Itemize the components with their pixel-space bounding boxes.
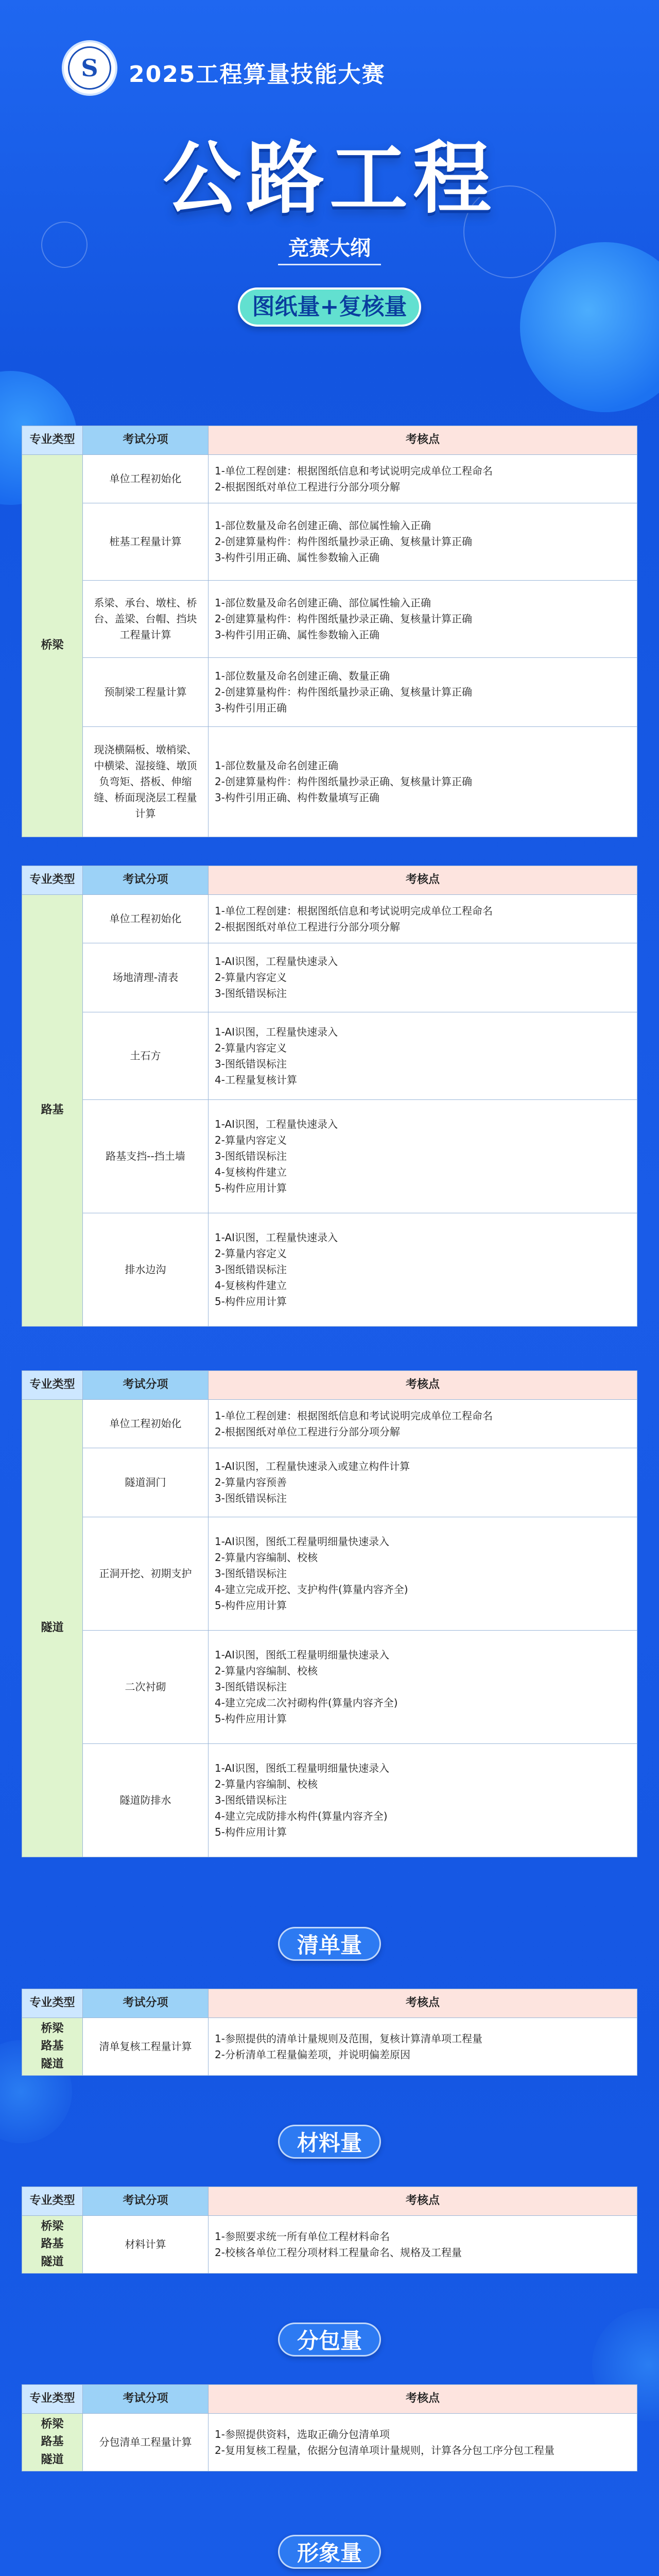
exam-points	[209, 503, 637, 581]
point-line: 2-分析清单工程量偏差项，并说明偏差原因	[215, 2048, 410, 2061]
point-line: 1-参照提供资料，选取正确分包清单项	[215, 2428, 390, 2441]
exam-item: 隧道防排水	[83, 1744, 209, 1857]
exam-points	[209, 2018, 637, 2076]
point-line: 2-算量内容预善	[215, 1476, 287, 1488]
outline-table-material	[22, 2187, 637, 2274]
point-line: 2-根据图纸对单位工程进行分部分项分解	[215, 1425, 400, 1438]
header-type: 专业类型	[22, 866, 83, 895]
table-row	[22, 727, 637, 837]
header-type: 专业类型	[22, 2187, 83, 2216]
section-title: 分包量	[278, 2323, 381, 2357]
exam-points	[209, 1631, 637, 1744]
point-line: 2-算量内容编制、校核	[215, 1778, 318, 1790]
header-points: 考核点	[209, 1989, 637, 2018]
exam-points	[209, 727, 637, 837]
section-title: 形象量	[278, 2535, 381, 2569]
point-line: 1-部位数量及命名创建正确、数量正确	[215, 670, 390, 682]
header-points: 考核点	[209, 426, 637, 455]
table-row	[22, 1517, 637, 1631]
point-line: 2-算量内容编制、校核	[215, 1665, 318, 1677]
major-type: 隧道	[22, 1400, 83, 1857]
point-line: 4-复核构件建立	[215, 1166, 287, 1178]
header-points: 考核点	[209, 866, 637, 895]
exam-item: 排水边沟	[83, 1213, 209, 1327]
point-line: 3-图纸错误标注	[215, 1150, 287, 1162]
point-line: 4-复核构件建立	[215, 1279, 287, 1292]
point-line: 2-算量内容定义	[215, 971, 287, 984]
exam-item: 材料计算	[83, 2216, 209, 2274]
point-line: 3-构件引用正确、构件数量填写正确	[215, 791, 379, 804]
table-row	[22, 943, 637, 1012]
point-line: 3-构件引用正确	[215, 702, 287, 714]
table-row	[22, 455, 637, 503]
point-line: 3-图纸错误标注	[215, 1794, 287, 1806]
point-line: 5-构件应用计算	[215, 1182, 287, 1194]
header-item: 考试分项	[83, 2187, 209, 2216]
point-line: 3-图纸错误标注	[215, 1492, 287, 1504]
point-line: 1-AI识图，工程量快速录入或建立构件计算	[215, 1460, 410, 1472]
logo-emblem: S	[68, 46, 111, 90]
point-line: 1-部位数量及命名创建正确	[215, 759, 338, 772]
point-line: 1-AI识图，图纸工程量明细量快速录入	[215, 1535, 390, 1548]
table-row	[22, 1400, 637, 1448]
table-row	[22, 503, 637, 581]
table-header-row	[22, 2187, 637, 2216]
major-type: 桥梁	[22, 455, 83, 837]
exam-item: 清单复核工程量计算	[83, 2018, 209, 2076]
table-row	[22, 1012, 637, 1100]
table-header-row	[22, 1371, 637, 1400]
exam-item: 单位工程初始化	[83, 455, 209, 503]
header-points: 考核点	[209, 2385, 637, 2414]
point-line: 2-创建算量构件：构件图纸量抄录正确、复核量计算正确	[215, 535, 472, 548]
exam-item: 二次衬砌	[83, 1631, 209, 1744]
section-title: 清单量	[278, 1927, 381, 1961]
point-line: 1-AI识图，图纸工程量明细量快速录入	[215, 1762, 390, 1774]
outline-table-subcontract	[22, 2384, 637, 2471]
table-header-row	[22, 426, 637, 455]
exam-item: 土石方	[83, 1012, 209, 1100]
table-row	[22, 2414, 637, 2471]
point-line: 2-算量内容定义	[215, 1134, 287, 1146]
section-heading-bill-quantity	[0, 1927, 659, 1961]
exam-points	[209, 1213, 637, 1327]
exam-points	[209, 1100, 637, 1213]
point-line: 2-创建算量构件：构件图纸量抄录正确、复核量计算正确	[215, 686, 472, 698]
section-title: 材料量	[278, 2125, 381, 2159]
exam-item: 现浇横隔板、墩梢梁、中横梁、湿接缝、墩顶负弯矩、搭板、伸缩缝、桥面现浇层工程量计算	[83, 727, 209, 837]
table-row	[22, 1213, 637, 1327]
point-line: 1-部位数量及命名创建正确、部位属性输入正确	[215, 597, 431, 609]
point-line: 2-根据图纸对单位工程进行分部分项分解	[215, 480, 400, 493]
table-row	[22, 1448, 637, 1517]
exam-points	[209, 1012, 637, 1100]
header-item: 考试分项	[83, 1989, 209, 2018]
contest-logo	[62, 40, 117, 96]
outline-table-bridge	[22, 426, 637, 837]
point-line: 1-参照要求统一所有单位工程材料命名	[215, 2230, 390, 2243]
point-line: 2-算量内容定义	[215, 1041, 287, 1054]
exam-points	[209, 2414, 637, 2471]
major-type: 桥梁 路基 隧道	[22, 2414, 83, 2471]
point-line: 3-构件引用正确、属性参数输入正确	[215, 551, 379, 564]
outline-table-bill	[22, 1989, 637, 2076]
exam-item: 分包清单工程量计算	[83, 2414, 209, 2471]
outline-table-tunnel	[22, 1370, 637, 1857]
point-line: 1-AI识图，图纸工程量明细量快速录入	[215, 1649, 390, 1661]
exam-points	[209, 1448, 637, 1517]
point-line: 5-构件应用计算	[215, 1599, 287, 1612]
exam-points	[209, 1400, 637, 1448]
point-line: 2-根据图纸对单位工程进行分部分项分解	[215, 920, 400, 933]
table-row	[22, 1100, 637, 1213]
header-type: 专业类型	[22, 2385, 83, 2414]
page-subtitle: 竞赛大纲	[288, 236, 371, 260]
table-row	[22, 581, 637, 658]
page-title: 公路工程	[163, 133, 496, 224]
header-item: 考试分项	[83, 1371, 209, 1400]
header-points: 考核点	[209, 2187, 637, 2216]
page-header	[0, 0, 659, 381]
exam-points	[209, 1517, 637, 1631]
point-line: 2-复用复核工程量，依据分包清单项计量规则，计算各分包工序分包工程量	[215, 2444, 554, 2456]
point-line: 3-图纸错误标注	[215, 1681, 287, 1693]
section-heading-material-quantity	[0, 2125, 659, 2159]
point-line: 2-算量内容编制、校核	[215, 1551, 318, 1564]
outline-table-roadbed	[22, 866, 637, 1327]
table-header-row	[22, 1989, 637, 2018]
table-row	[22, 895, 637, 943]
point-line: 1-AI识图，工程量快速录入	[215, 1118, 338, 1130]
exam-item: 桩基工程量计算	[83, 503, 209, 581]
header-type: 专业类型	[22, 1371, 83, 1400]
point-line: 4-建立完成二次衬砌构件(算量内容齐全)	[215, 1697, 398, 1709]
exam-item: 单位工程初始化	[83, 895, 209, 943]
exam-item: 预制梁工程量计算	[83, 658, 209, 727]
subtitle-underline	[278, 264, 381, 265]
table-row	[22, 2216, 637, 2274]
exam-points	[209, 895, 637, 943]
exam-points	[209, 2216, 637, 2274]
table-header-row	[22, 2385, 637, 2414]
exam-points	[209, 943, 637, 1012]
section-heading-subcontract-quantity	[0, 2323, 659, 2357]
section-heading-image-quantity	[0, 2535, 659, 2569]
header-item: 考试分项	[83, 426, 209, 455]
point-line: 5-构件应用计算	[215, 1826, 287, 1838]
point-line: 3-图纸错误标注	[215, 1263, 287, 1276]
exam-points	[209, 658, 637, 727]
point-line: 1-单位工程创建：根据图纸信息和考试说明完成单位工程命名	[215, 904, 493, 917]
major-type: 路基	[22, 895, 83, 1327]
exam-item: 正洞开挖、初期支护	[83, 1517, 209, 1631]
table-row	[22, 1744, 637, 1857]
point-line: 2-算量内容定义	[215, 1247, 287, 1260]
point-line: 4-工程量复核计算	[215, 1073, 297, 1086]
point-line: 1-单位工程创建：根据图纸信息和考试说明完成单位工程命名	[215, 464, 493, 477]
point-line: 1-单位工程创建：根据图纸信息和考试说明完成单位工程命名	[215, 1409, 493, 1422]
point-line: 2-校核各单位工程分项材料工程量命名、规格及工程量	[215, 2246, 462, 2259]
major-type: 桥梁 路基 隧道	[22, 2216, 83, 2274]
table-row	[22, 658, 637, 727]
exam-item: 单位工程初始化	[83, 1400, 209, 1448]
point-line: 3-图纸错误标注	[215, 1057, 287, 1070]
point-line: 3-构件引用正确、属性参数输入正确	[215, 629, 379, 641]
major-type: 桥梁 路基 隧道	[22, 2018, 83, 2076]
point-line: 5-构件应用计算	[215, 1713, 287, 1725]
exam-item: 系梁、承台、墩柱、桥台、盖梁、台帽、挡块工程量计算	[83, 581, 209, 658]
point-line: 1-AI识图，工程量快速录入	[215, 1025, 338, 1038]
point-line: 3-图纸错误标注	[215, 1567, 287, 1580]
point-line: 1-部位数量及命名创建正确、部位属性输入正确	[215, 519, 431, 532]
header-item: 考试分项	[83, 866, 209, 895]
exam-item: 场地清理-清表	[83, 943, 209, 1012]
section-pill-drawing-quantity: 图纸量+复核量	[238, 287, 421, 327]
exam-points	[209, 455, 637, 503]
point-line: 2-创建算量构件：构件图纸量抄录正确、复核量计算正确	[215, 613, 472, 625]
table-header-row	[22, 866, 637, 895]
point-line: 4-建立完成防排水构件(算量内容齐全)	[215, 1810, 388, 1822]
header-points: 考核点	[209, 1371, 637, 1400]
header-type: 专业类型	[22, 1989, 83, 2018]
contest-name: 2025工程算量技能大赛	[129, 61, 386, 88]
point-line: 2-创建算量构件：构件图纸量抄录正确、复核量计算正确	[215, 775, 472, 788]
point-line: 3-图纸错误标注	[215, 987, 287, 999]
table-row	[22, 2018, 637, 2076]
point-line: 4-建立完成开挖、支护构件(算量内容齐全)	[215, 1583, 408, 1596]
header-type: 专业类型	[22, 426, 83, 455]
exam-points	[209, 581, 637, 658]
point-line: 1-AI识图，工程量快速录入	[215, 955, 338, 968]
point-line: 1-AI识图，工程量快速录入	[215, 1231, 338, 1244]
point-line: 5-构件应用计算	[215, 1295, 287, 1308]
header-item: 考试分项	[83, 2385, 209, 2414]
table-row	[22, 1631, 637, 1744]
exam-points	[209, 1744, 637, 1857]
exam-item: 路基支挡--挡土墙	[83, 1100, 209, 1213]
point-line: 1-参照提供的清单计量规则及范围，复核计算清单项工程量	[215, 2032, 482, 2045]
exam-item: 隧道洞门	[83, 1448, 209, 1517]
